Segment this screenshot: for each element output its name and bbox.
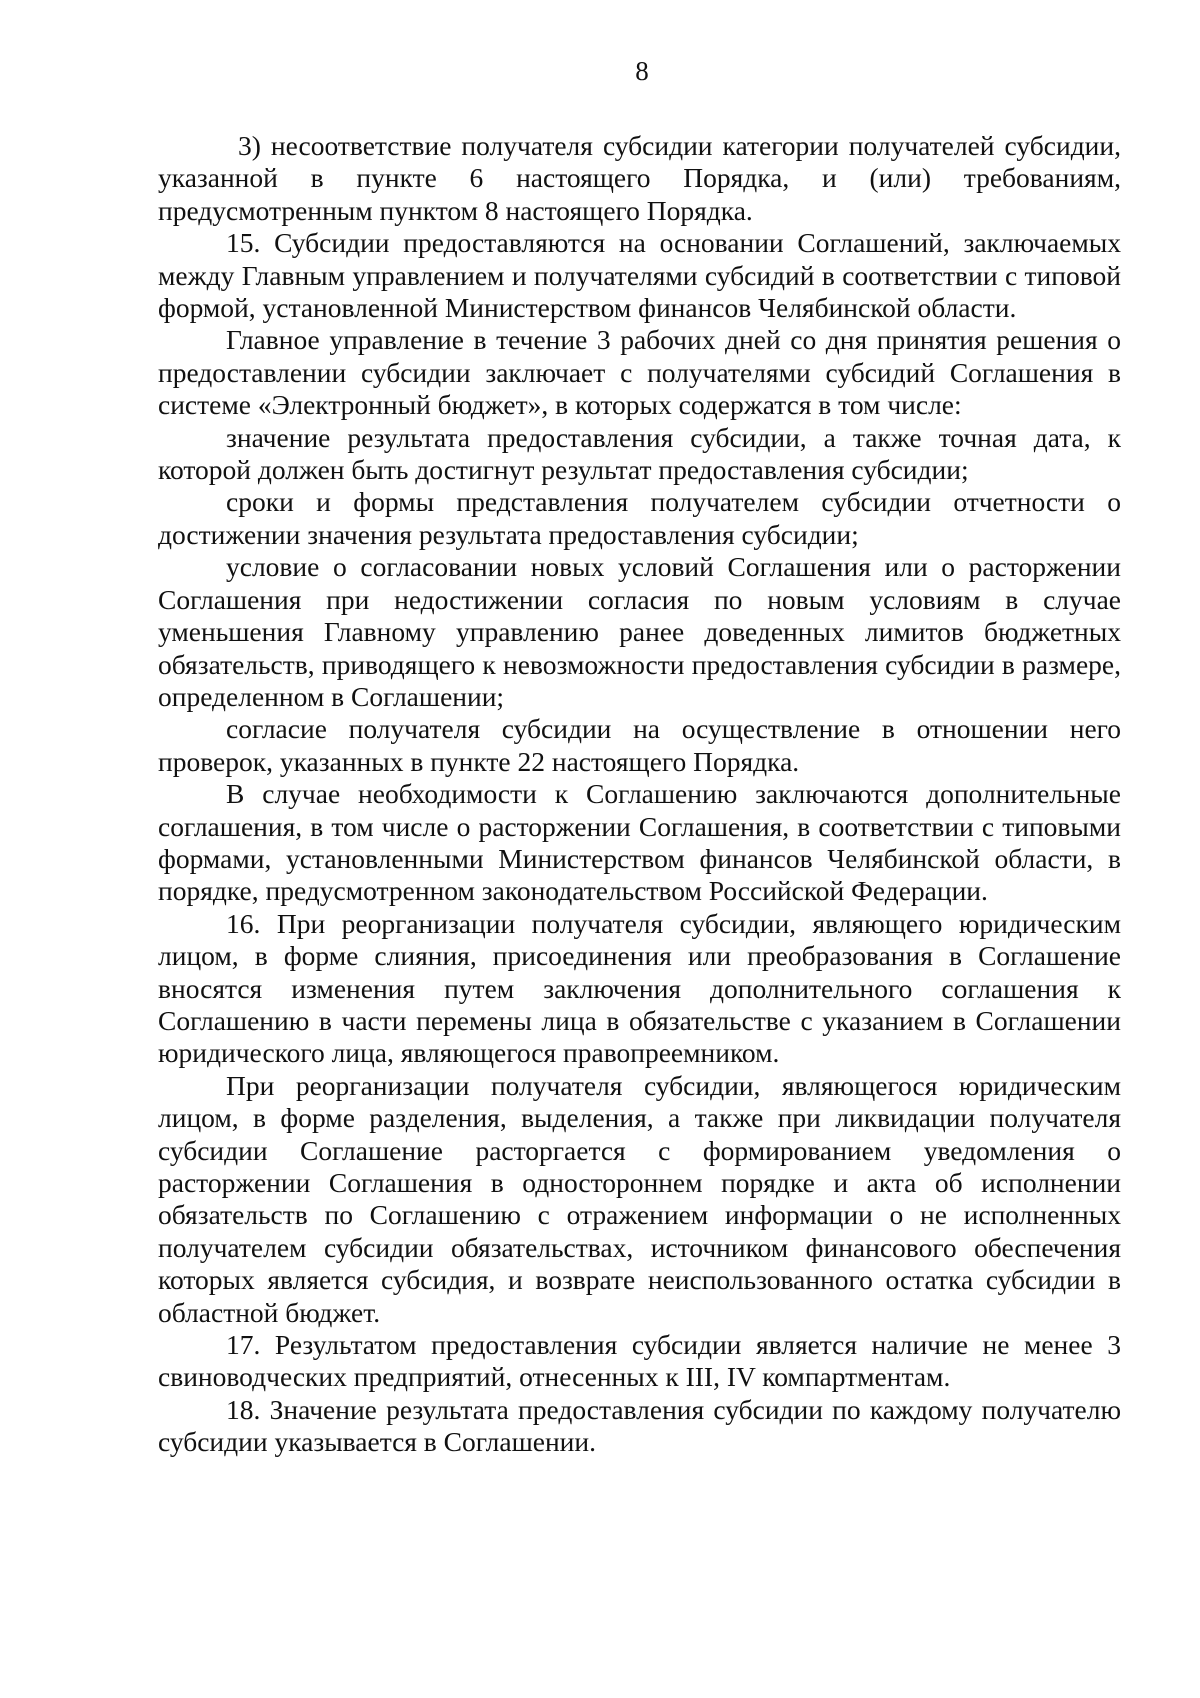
paragraph-clause-18: 18. Значение результата предоставления субсидии по каждому получателю субсидии указывается в Соглашении.	[158, 1393, 1121, 1458]
paragraph-clause-15: 15. Субсидии предоставляются на основании Соглашений, заключаемых между Главным управлением и получателями субсидий в соответствии с типовой формой, установленной Министерством финансов Челябинской области.	[158, 227, 1121, 324]
paragraph-agreement-conclusion: Главное управление в течение 3 рабочих дней со дня принятия решения о предоставлении субсидии заключает с получателями субсидий Соглашения в системе «Электронный бюджет», в которых содержатся в том числе:	[158, 324, 1121, 421]
paragraph-clause-16: 16. При реорганизации получателя субсидии, являющего юридическим лицом, в форме слияния, присоединения или преобразования в Соглашение вносятся изменения путем заключения дополнительного соглашения к Соглашению в части перемены лица в обязательстве с указанием в Соглашении юридического лица, являющегося правопреемником.	[158, 907, 1121, 1069]
page-number: 8	[635, 56, 649, 86]
paragraph-result-value: значение результата предоставления субсидии, а также точная дата, к которой должен быть достигнут результат предоставления субсидии;	[158, 421, 1121, 486]
paragraph-clause-17: 17. Результатом предоставления субсидии является наличие не менее 3 свиноводческих предприятий, отнесенных к III, IV компартментам.	[158, 1329, 1121, 1393]
paragraph-inspection-consent: согласие получателя субсидии на осуществление в отношении него проверок, указанных в пункте 22 настоящего Порядка.	[158, 713, 1121, 777]
document-body	[158, 130, 1121, 1459]
paragraph-reorganization-termination: При реорганизации получателя субсидии, являющегося юридическим лицом, в форме разделения, выделения, а также при ликвидации получателя субсидии Соглашение расторгается с формированием уведомления о расторжении Соглашения в одностороннем порядке и акта об исполнении обязательств по Соглашению с отражением информации о не исполненных получателем субсидии обязательствах, источником финансового обеспечения которых является субсидия, и возврате неиспользованного остатка субсидии в областной бюджет.	[158, 1069, 1121, 1328]
paragraph-item-3-noncompliance: 3) несоответствие получателя субсидии категории получателей субсидии, указанной в пункте 6 настоящего Порядка, и (или) требованиям, предусмотренным пунктом 8 настоящего Порядка.	[158, 130, 1121, 226]
paragraph-reporting-terms: сроки и формы представления получателем субсидии отчетности о достижении значения результата предоставления субсидии;	[158, 486, 1121, 550]
paragraph-additional-agreements: В случае необходимости к Соглашению заключаются дополнительные соглашения, в том числе о расторжении Соглашения, в соответствии с типовыми формами, установленными Министерством финансов Челябинской области, в порядке, предусмотренном законодательством Российской Федерации.	[158, 778, 1121, 907]
paragraph-new-conditions: условие о согласовании новых условий Соглашения или о расторжении Соглашения при недостижении согласия по новым условиям в случае уменьшения Главному управлению ранее доведенных лимитов бюджетных обязательств, приводящего к невозможности предоставления субсидии в размере, определенном в Соглашении;	[158, 551, 1121, 712]
